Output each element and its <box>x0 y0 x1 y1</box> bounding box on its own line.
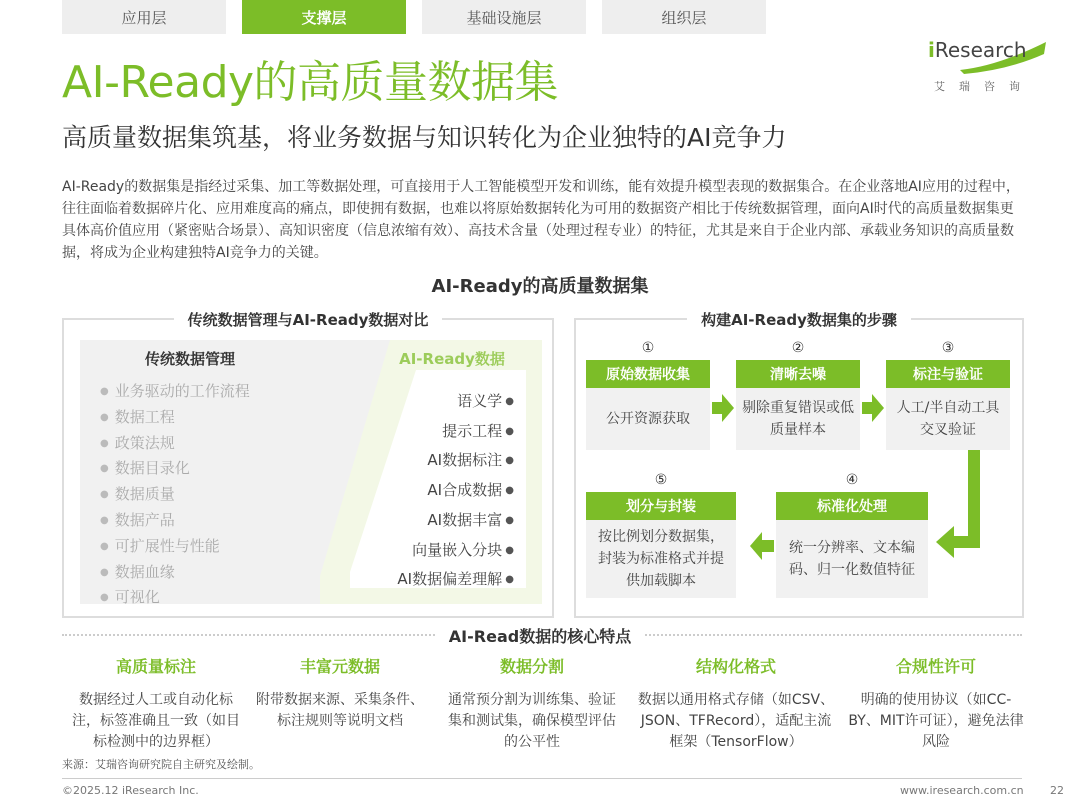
tab-organization-layer[interactable]: 组织层 <box>602 0 766 34</box>
tab-application-layer[interactable]: 应用层 <box>62 0 226 34</box>
step-4-body: 统一分辨率、文本编码、归一化数值特征 <box>776 520 928 598</box>
section-title: AI-Ready的高质量数据集 <box>431 276 649 297</box>
step-1-number: ① <box>641 340 655 356</box>
top-tabs <box>62 0 766 34</box>
feature-compliance-license <box>846 654 1026 753</box>
feature-body: 通常预分割为训练集、验证集和测试集，确保模型评估的公平性 <box>448 692 616 750</box>
arrow-right-icon <box>712 394 734 422</box>
list-item: AI数据偏差理解 ● <box>364 566 514 596</box>
list-item: AI数据标注 ● <box>364 447 514 477</box>
intro-paragraph: AI-Ready的数据集是指经过采集、加工等数据处理，可直接用于人工智能模型开发和训练，能有效提升模型表现的数据集合。在企业落地AI应用的过程中，往往面临着数据碎片化、应用难度高的痛点，即使拥有数据，也难以将原始数据转化为可用的数据资产相比于传统数据管理，面向AI时代的高质量数据集更具体高价值应用（紧密贴合场景）、高知识密度（信息浓缩有效）、高技术含量（处理过程专业）的特征，尤其是来自于企业内部、承载业务知识的高质量数据，将成为企业构建独特AI竞争力的关键。 <box>62 179 1020 261</box>
step-4-number: ④ <box>845 472 859 488</box>
list-item: ● 数据血缘 <box>100 561 250 587</box>
step-5-body: 按比例划分数据集，封装为标准格式并提供加载脚本 <box>586 520 736 598</box>
feature-heading: 合规性许可 <box>895 657 976 676</box>
traditional-heading: 传统数据管理 <box>144 350 235 368</box>
list-item: 向量嵌入分块 ● <box>364 537 514 567</box>
step-4-heading: 标准化处理 <box>776 492 928 520</box>
core-title: AI-Read数据的核心特点 <box>437 627 643 646</box>
iresearch-logo <box>928 38 1048 94</box>
step-3-body: 人工/半自动工具交叉验证 <box>886 388 1010 450</box>
tab-infrastructure-layer[interactable]: 基础设施层 <box>422 0 586 34</box>
source-note: 来源：艾瑞咨询研究院自主研究及绘制。 <box>62 758 260 771</box>
feature-heading: 丰富元数据 <box>299 657 380 676</box>
list-item: AI合成数据 ● <box>364 477 514 507</box>
footer-copyright: ©2025.12 iResearch Inc. <box>62 784 199 797</box>
step-1-heading: 原始数据收集 <box>586 360 710 388</box>
list-item: ● 政策法规 <box>100 432 250 458</box>
feature-heading: 数据分割 <box>499 657 564 676</box>
comparison-panel <box>62 311 554 618</box>
list-item: ● 数据产品 <box>100 509 250 535</box>
list-item: ● 业务驱动的工作流程 <box>100 380 250 406</box>
list-item: AI数据丰富 ● <box>364 507 514 537</box>
list-item: ● 可视化 <box>100 586 250 612</box>
arrow-left-icon <box>750 532 774 560</box>
feature-body: 明确的使用协议（如CC-BY、MIT许可证），避免法律风险 <box>848 692 1024 750</box>
ai-ready-heading: AI-Ready数据 <box>399 350 505 368</box>
feature-body: 附带数据来源、采集条件、标注规则等说明文档 <box>256 692 424 729</box>
feature-heading: 高质量标注 <box>115 657 196 676</box>
list-item: ● 可扩展性与性能 <box>100 535 250 561</box>
step-2-heading: 清晰去噪 <box>736 360 860 388</box>
page-title: AI-Ready的高质量数据集 <box>62 57 559 108</box>
steps-title: 构建AI-Ready数据集的步骤 <box>687 311 911 329</box>
step-5-number: ⑤ <box>654 472 668 488</box>
arrow-right-icon <box>862 394 884 422</box>
feature-structured-format <box>636 654 836 753</box>
page-subtitle: 高质量数据集筑基，将业务数据与知识转化为企业独特的AI竞争力 <box>62 123 787 152</box>
arrow-down-left-icon <box>936 450 980 558</box>
tab-support-layer[interactable]: 支撑层 <box>242 0 406 34</box>
ai-ready-list <box>364 388 514 596</box>
list-item: 语义学 ● <box>364 388 514 418</box>
list-item: ● 数据工程 <box>100 406 250 432</box>
feature-data-split <box>442 654 622 753</box>
feature-heading: 结构化格式 <box>695 657 776 676</box>
feature-rich-metadata <box>250 654 430 732</box>
feature-body: 数据以通用格式存储（如CSV、JSON、TFRecord），适配主流框架（TensorFlow） <box>637 692 835 750</box>
traditional-list <box>100 380 250 612</box>
steps-panel <box>574 311 1024 618</box>
footer-divider <box>62 778 1022 779</box>
list-item: ● 数据质量 <box>100 483 250 509</box>
step-3-heading: 标注与验证 <box>886 360 1010 388</box>
comparison-title: 传统数据管理与AI-Ready数据对比 <box>174 311 443 329</box>
list-item: 提示工程 ● <box>364 418 514 448</box>
logo-subtitle: 艾瑞咨询 <box>934 80 1034 93</box>
step-5-heading: 划分与封装 <box>586 492 736 520</box>
logo-wordmark: iResearch <box>928 38 1027 62</box>
footer-website-link[interactable]: www.iresearch.com.cn <box>900 784 1024 797</box>
page-number: 22 <box>1050 784 1064 797</box>
step-3-number: ③ <box>941 340 955 356</box>
feature-quality-annotation <box>66 654 246 753</box>
step-2-number: ② <box>791 340 805 356</box>
step-2-body: 剔除重复错误或低质量样本 <box>736 388 860 450</box>
step-1-body: 公开资源获取 <box>586 388 710 450</box>
feature-body: 数据经过人工或自动化标注，标签准确且一致（如目标检测中的边界框） <box>72 692 240 750</box>
list-item: ● 数据目录化 <box>100 457 250 483</box>
